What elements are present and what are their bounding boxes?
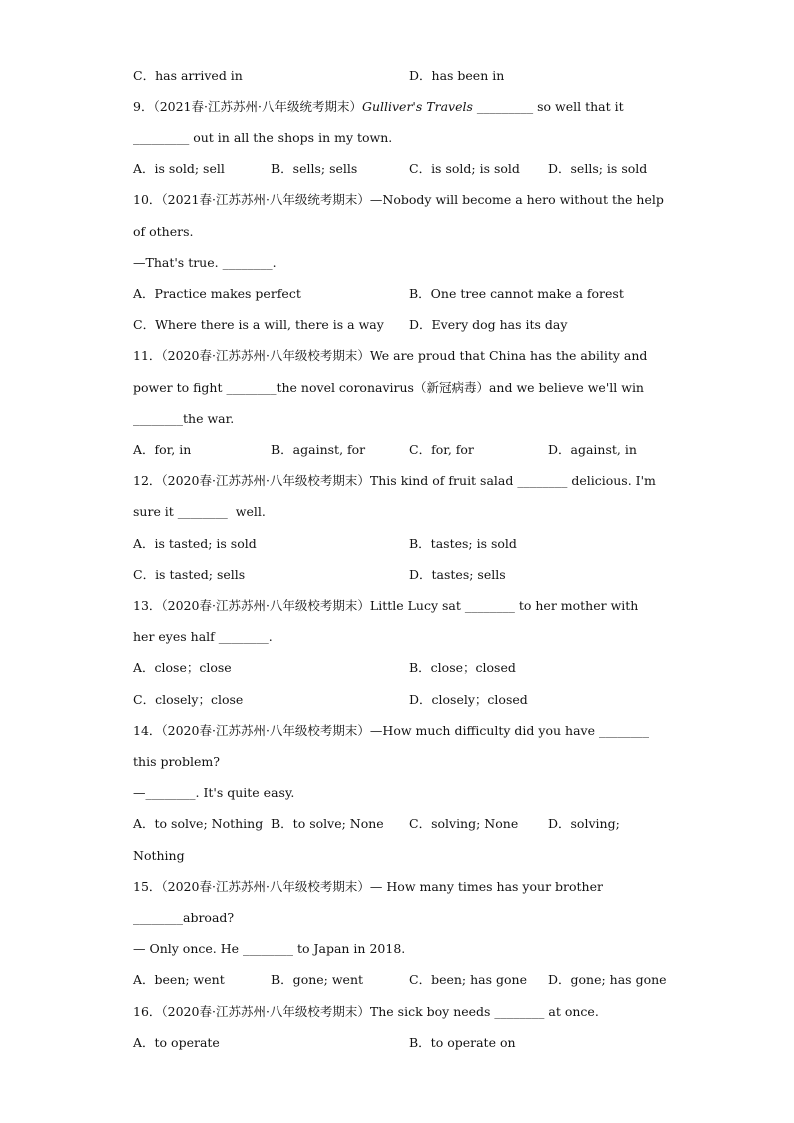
q15-option-d: D．gone; has gone [548, 972, 667, 987]
q10-option-c: C．Where there is a will, there is a way [133, 317, 384, 332]
question-13-stem: 13．（2020春·江苏苏州·八年级校考期末）Little Lucy sat ________ to her mother with [133, 598, 639, 613]
q13-option-b: B．close；closed [409, 660, 516, 675]
q14-option-d: D．solving; [548, 816, 620, 831]
q16-option-a: A．to operate [133, 1035, 220, 1050]
question-15-dialogue: — Only once. He ________ to Japan in 2018. [133, 941, 406, 956]
question-11-stem: 11．（2020春·江苏苏州·八年级校考期末）We are proud that China has the ability and [133, 348, 648, 363]
q14-option-c: C．solving; None [409, 816, 519, 831]
q15-option-b: B．gone; went [271, 972, 364, 987]
question-12-stem-cont: sure it ________ well. [133, 504, 266, 519]
q14-option-b: B．to solve; None [271, 816, 384, 831]
question-11-stem-end: ________the war. [133, 411, 235, 426]
q12-option-d: D．tastes; sells [409, 567, 506, 582]
q9-option-b: B．sells; sells [271, 161, 358, 176]
q9-option-a: A．is sold; sell [133, 161, 225, 176]
book-title: Gulliver's Travels [361, 99, 473, 114]
question-15-stem-cont: ________abroad? [133, 910, 235, 925]
option-d: D．has been in [409, 68, 505, 83]
q13-option-c: C．closely；close [133, 692, 244, 707]
q10-option-b: B．One tree cannot make a forest [409, 286, 624, 301]
question-14-stem: 14．（2020春·江苏苏州·八年级校考期末）—How much difficulty did you have ________ [133, 723, 649, 738]
q9-option-c: C．is sold; is sold [409, 161, 520, 176]
q14-option-d-cont: Nothing [133, 848, 185, 863]
q11-option-b: B．against, for [271, 442, 366, 457]
q10-option-a: A．Practice makes perfect [133, 286, 301, 301]
q12-option-b: B．tastes; is sold [409, 536, 517, 551]
q12-option-c: C．is tasted; sells [133, 567, 246, 582]
q11-option-c: C．for, for [409, 442, 474, 457]
question-10-stem-cont: of others. [133, 224, 194, 239]
question-10-stem: 10．（2021春·江苏苏州·八年级统考期末）—Nobody will become a hero without the help [133, 192, 664, 207]
q11-option-d: D．against, in [548, 442, 637, 457]
question-11-stem-cont: power to fight ________the novel coronavirus（新冠病毒）and we believe we'll win [133, 380, 644, 395]
q11-option-a: A．for, in [133, 442, 192, 457]
q9-option-d: D．sells; is sold [548, 161, 648, 176]
q13-option-d: D．closely；closed [409, 692, 528, 707]
q15-option-a: A．been; went [133, 972, 225, 987]
question-9-stem: 9．（2021春·江苏苏州·八年级统考期末）Gulliver's Travels _________ so well that it [133, 99, 624, 114]
question-10-dialogue: —That's true. ________. [133, 255, 277, 270]
q12-option-a: A．is tasted; is sold [133, 536, 257, 551]
option-c: C．has arrived in [133, 68, 243, 83]
q15-option-c: C．been; has gone [409, 972, 527, 987]
question-15-stem: 15．（2020春·江苏苏州·八年级校考期末）— How many times has your brother [133, 879, 603, 894]
q10-option-d: D．Every dog has its day [409, 317, 568, 332]
question-16-stem: 16．（2020春·江苏苏州·八年级校考期末）The sick boy needs ________ at once. [133, 1004, 599, 1019]
q16-option-b: B．to operate on [409, 1035, 516, 1050]
question-13-stem-cont: her eyes half ________. [133, 629, 273, 644]
q13-option-a: A．close；close [133, 660, 232, 675]
question-14-stem-cont: this problem? [133, 754, 220, 769]
q14-option-a: A．to solve; Nothing [133, 816, 264, 831]
question-12-stem: 12．（2020春·江苏苏州·八年级校考期末）This kind of fruit salad ________ delicious. I'm [133, 473, 656, 488]
question-14-dialogue: —________. It's quite easy. [133, 785, 295, 800]
question-9-stem-cont: _________ out in all the shops in my town. [133, 130, 393, 145]
